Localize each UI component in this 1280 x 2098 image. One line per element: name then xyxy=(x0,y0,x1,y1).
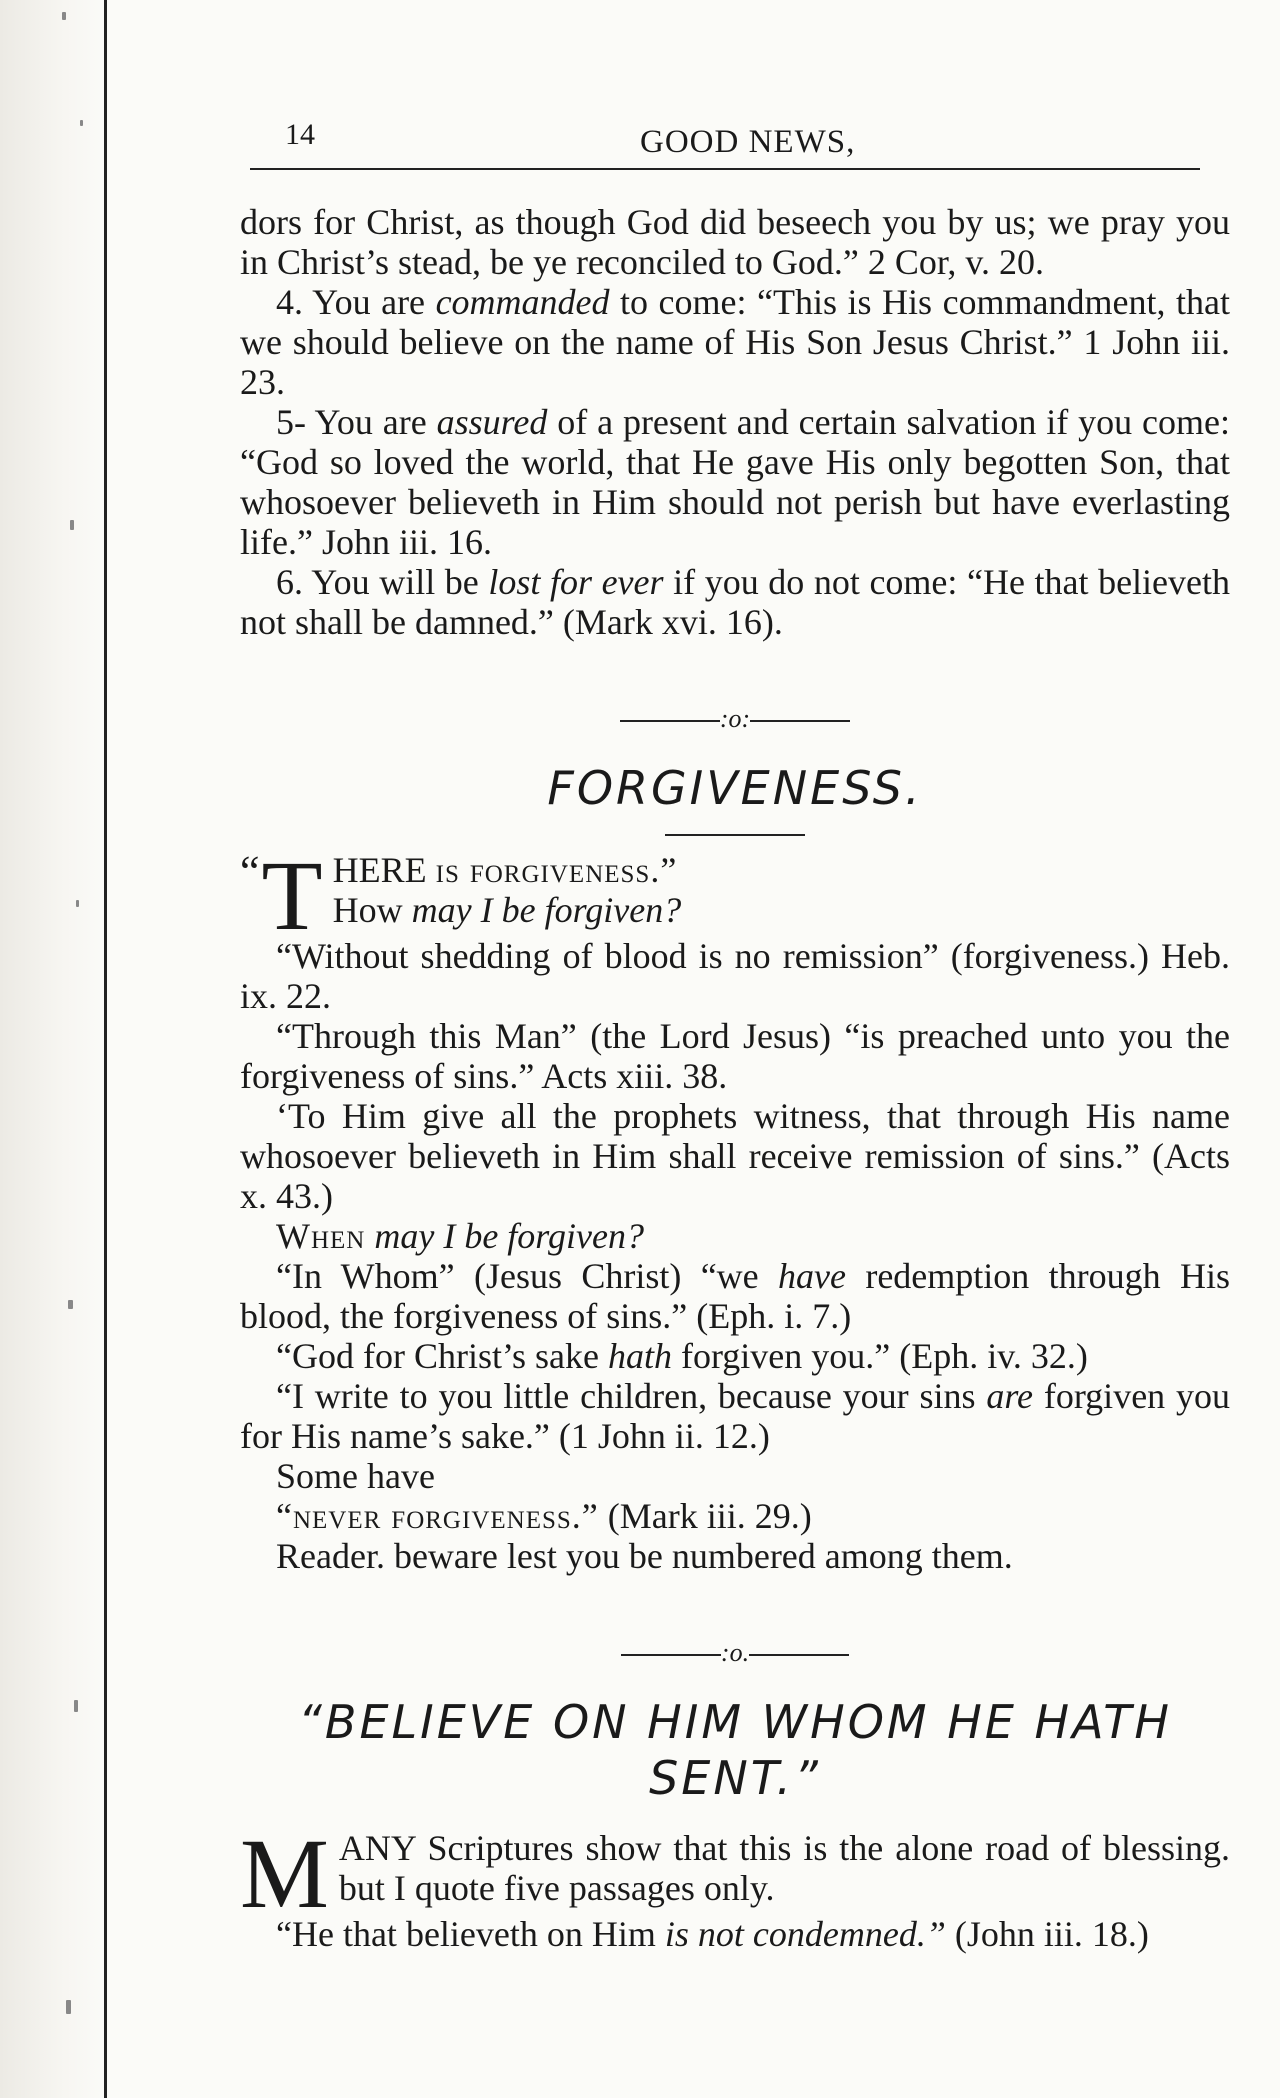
drop-cap-m: M xyxy=(240,1818,329,1929)
scan-speck xyxy=(70,520,74,530)
page-binding-edge xyxy=(0,0,108,2098)
reader-warning: Reader. beware lest you be numbered among them. xyxy=(276,1536,1013,1576)
point-6: 6. You will be lost for ever if you do not come: “He that believeth not shall be damned.” (Mark xvi. 16). xyxy=(240,562,1231,642)
verse-acts-13-38: “Through this Man” (the Lord Jesus) “is preached unto you the forgiveness of sins.” Acts xiii. 38. xyxy=(240,1016,1230,1096)
verse-acts-10-43: ‘To Him give all the prophets witness, that through His name whosoever believeth in Him shall receive remission of sins.” (Acts x. 43.) xyxy=(240,1096,1230,1216)
scan-speck xyxy=(68,1300,73,1309)
scan-speck xyxy=(62,12,66,20)
opening-small-caps: is forgiveness.” xyxy=(435,850,678,890)
believe-title: “BELIEVE ON HIM WHOM HE HATH SENT.” xyxy=(298,1695,1172,1805)
verse-eph-1-7: “In Whom” (Jesus Christ) “we have redemption through His blood, the forgiveness of sins.” (Eph. i. 7.) xyxy=(240,1256,1231,1336)
running-head: GOOD NEWS, xyxy=(640,124,856,160)
header-rule xyxy=(250,168,1200,170)
drop-cap-t: T xyxy=(261,840,323,951)
believe-intro: ANY Scriptures show that this is the alone road of blessing. but I quote five passages only. xyxy=(338,1828,1230,1908)
point-4: 4. You are commanded to come: “This is His commandment, that we should believe on the name of His Son Jesus Christ.” 1 John iii. 23. xyxy=(240,282,1231,402)
binding-gutter-line xyxy=(104,0,107,2098)
question-2: When may I be forgiven? xyxy=(276,1216,644,1256)
book-page xyxy=(240,100,1231,1954)
section-separator: :o: xyxy=(240,704,1230,734)
opening-quote-mark: “ xyxy=(240,847,260,896)
scan-speck xyxy=(76,900,79,907)
forgiveness-title: FORGIVENESS. xyxy=(547,761,923,815)
page-number: 14 xyxy=(285,118,315,151)
verse-heb-9-22: “Without shedding of blood is no remission” (forgiveness.) Heb. ix. 22. xyxy=(240,936,1230,1016)
question-1: How may I be forgiven? xyxy=(332,890,682,930)
page-header xyxy=(240,100,1230,170)
section-separator: :o. xyxy=(240,1638,1230,1668)
some-have-line: Some have xyxy=(276,1456,435,1496)
point-5: 5- You are assured of a present and certain salvation if you come: “God so loved the world, that He gave His only begotten Son, that whosoever believeth in Him should not perish but have everlasting life.” John iii. 16. xyxy=(240,402,1231,562)
scan-speck xyxy=(66,2000,71,2014)
verse-1-john-2-12: “I write to you little children, because your sins are forgiven you for His name’s sake.” (1 John ii. 12.) xyxy=(240,1376,1231,1456)
scan-speck xyxy=(80,120,83,126)
verse-john-3-18: “He that believeth on Him is not condemned.” (John iii. 18.) xyxy=(276,1914,1149,1954)
forgiveness-opening xyxy=(240,840,1230,951)
title-rule xyxy=(665,834,805,836)
scan-speck xyxy=(74,1700,78,1712)
never-forgiveness-line: “never forgiveness.” (Mark iii. 29.) xyxy=(276,1496,812,1536)
verse-eph-4-32: “God for Christ’s sake hath forgiven you.” (Eph. iv. 32.) xyxy=(276,1336,1088,1376)
believe-opening xyxy=(240,1818,1230,1929)
intro-continuation: dors for Christ, as though God did beseech you by us; we pray you in Christ’s stead, be ye reconciled to God.” 2 Cor, v. 20. xyxy=(240,202,1230,282)
opening-caps: HERE xyxy=(332,850,427,890)
page-body xyxy=(240,202,1230,1954)
